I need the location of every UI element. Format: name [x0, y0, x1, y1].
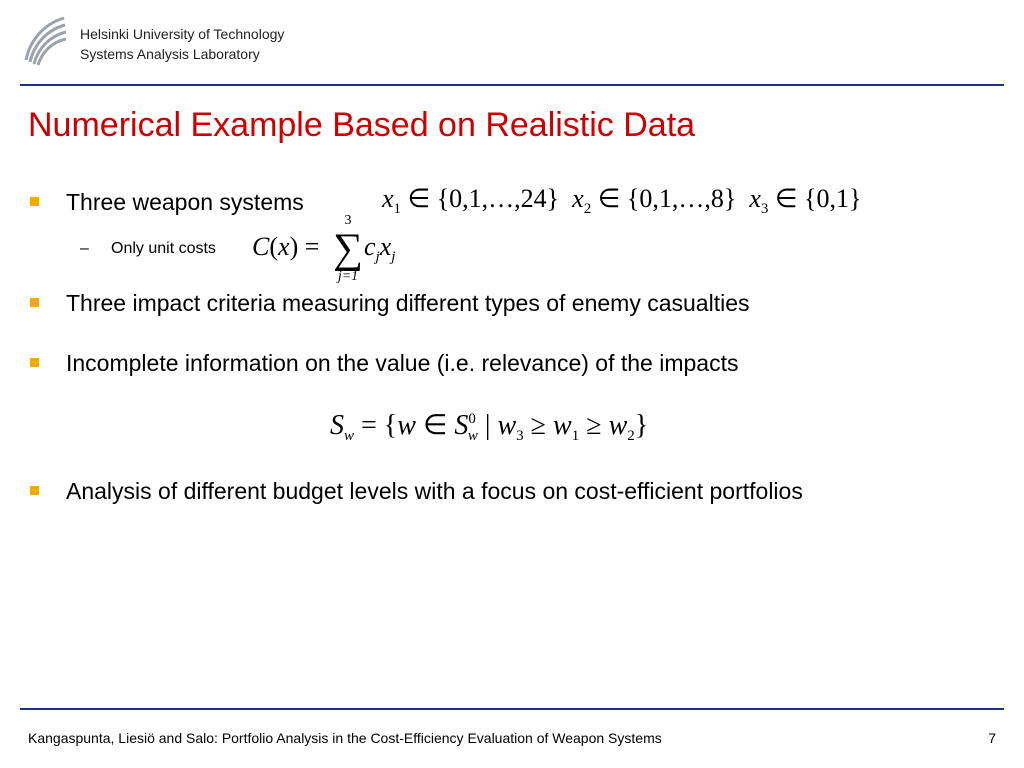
decision-variable-sets: $x_1$ ∈ {0,1,…,24} $x_2$ ∈ {0,1,…,8} $x_3$ ∈ {0,1} — [382, 184, 862, 217]
university-logo-icon — [20, 14, 68, 66]
institution-name — [80, 24, 284, 64]
sum-lower-limit: j=1 — [337, 269, 359, 284]
institution-line-1: Helsinki University of Technology — [80, 26, 285, 42]
sub-bullet-text-unit-costs: Only unit costs — [111, 240, 216, 257]
slide-title: Numerical Example Based on Realistic Data — [28, 106, 696, 144]
bullet-marker — [30, 486, 39, 495]
weight-set-formula: $S_w = \{w$ ∈ $S^0_w$ | $w_3 \ge w_1 \ge w_2$} — [330, 410, 649, 444]
cost-summand: $c_jx_j$ — [364, 232, 396, 265]
header-divider — [20, 84, 1004, 86]
sum-upper-limit: 3 — [344, 213, 352, 228]
footer-divider — [20, 708, 1004, 710]
x2-set: {0,1,…,8} — [626, 184, 737, 213]
bullet-marker — [30, 197, 39, 206]
bullet-text-budget-analysis: Analysis of different budget levels with a focus on cost-efficient portfolios — [66, 478, 803, 504]
sigma-icon: ∑ — [333, 226, 363, 272]
footer-citation: Kangaspunta, Liesiö and Salo: Portfolio Analysis in the Cost-Efficiency Evaluation of Weapon Systems — [28, 730, 662, 746]
sub-bullet-marker: – — [80, 240, 89, 257]
bullet-text-incomplete-information: Incomplete information on the value (i.e. relevance) of the impacts — [66, 350, 739, 376]
bullet-marker — [30, 298, 39, 307]
page-number: 7 — [988, 730, 996, 746]
cost-formula: C(x) = — [252, 232, 320, 261]
x1-set: {0,1,…,24} — [436, 184, 560, 213]
institution-line-2: Systems Analysis Laboratory — [80, 46, 260, 62]
bullet-marker — [30, 358, 39, 367]
bullet-text-weapon-systems: Three weapon systems — [66, 189, 304, 215]
summation — [333, 214, 363, 284]
bullet-text-impact-criteria: Three impact criteria measuring different types of enemy casualties — [66, 290, 750, 316]
x3-set: {0,1} — [804, 184, 862, 213]
